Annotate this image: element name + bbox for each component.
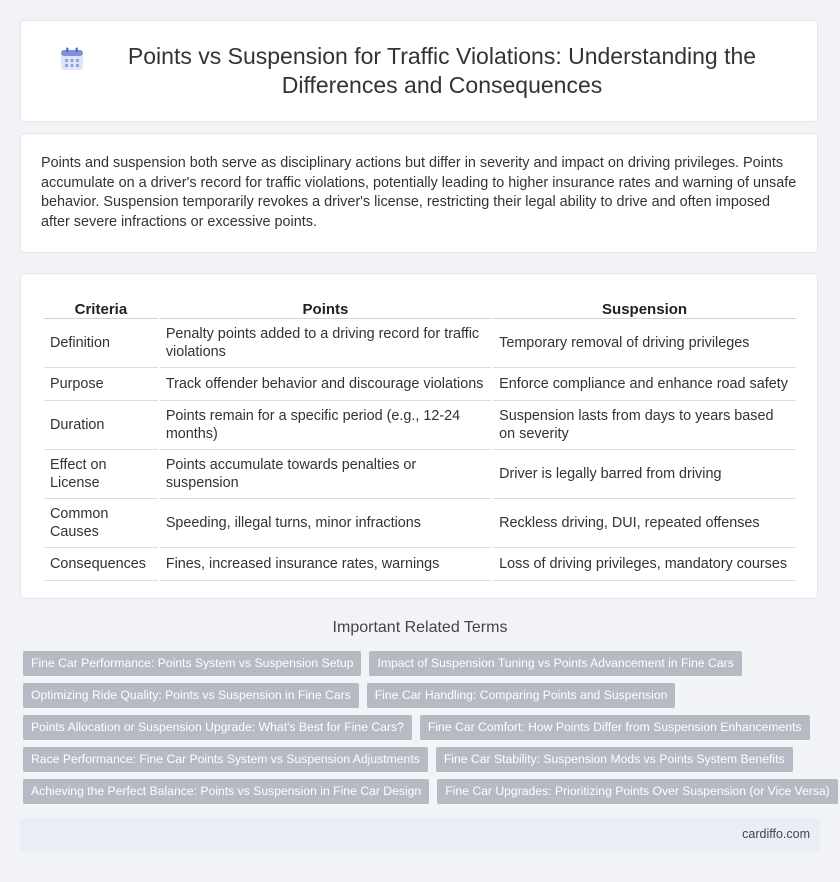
table-cell: Definition — [44, 319, 158, 368]
table-row — [44, 499, 796, 548]
table-cell: Suspension lasts from days to years based on severity — [493, 401, 796, 450]
table-cell: Loss of driving privileges, mandatory courses — [493, 548, 796, 581]
related-tag[interactable]: Impact of Suspension Tuning vs Points Advancement in Fine Cars — [369, 651, 741, 676]
table-row — [44, 401, 796, 450]
table-cell: Consequences — [44, 548, 158, 581]
header-criteria: Criteria — [44, 294, 158, 319]
comparison-table-card — [20, 273, 818, 599]
table-cell: Driver is legally barred from driving — [493, 450, 796, 499]
table-row — [44, 319, 796, 368]
table-cell: Purpose — [44, 368, 158, 401]
comparison-table — [42, 294, 798, 581]
header-card — [20, 20, 818, 122]
related-tag[interactable]: Optimizing Ride Quality: Points vs Suspension in Fine Cars — [23, 683, 359, 708]
related-terms-title: Important Related Terms — [332, 619, 508, 636]
table-cell: Temporary removal of driving privileges — [493, 319, 796, 368]
related-tag[interactable]: Fine Car Upgrades: Prioritizing Points Over Suspension (or Vice Versa) — [437, 779, 838, 804]
table-cell: Common Causes — [44, 499, 158, 548]
related-tag[interactable]: Fine Car Comfort: How Points Differ from Suspension Enhancements — [420, 715, 810, 740]
table-cell: Penalty points added to a driving record for traffic violations — [160, 319, 491, 368]
footer — [20, 818, 820, 851]
table-cell: Duration — [44, 401, 158, 450]
related-tag[interactable]: Fine Car Handling: Comparing Points and Suspension — [367, 683, 676, 708]
table-row — [44, 450, 796, 499]
table-cell: Fines, increased insurance rates, warnings — [160, 548, 491, 581]
table-row — [44, 368, 796, 401]
table-cell: Enforce compliance and enhance road safety — [493, 368, 796, 401]
table-row — [44, 548, 796, 581]
intro-paragraph: Points and suspension both serve as disciplinary actions but differ in severity and impact on driving privileges. Points accumulate on a driver's record for traffic violations, potentially leading to higher insurance rates and warning of unsafe behavior. Suspension temporarily revokes a driver's license, restricting their legal ability to drive and often imposed after severe infractions or excessive points. — [41, 155, 797, 230]
table-cell: Reckless driving, DUI, repeated offenses — [493, 499, 796, 548]
table-cell: Track offender behavior and discourage violations — [160, 368, 491, 401]
related-tag[interactable]: Fine Car Stability: Suspension Mods vs Points System Benefits — [436, 747, 793, 772]
related-tag[interactable]: Fine Car Performance: Points System vs Suspension Setup — [23, 651, 361, 676]
page-title: Points vs Suspension for Traffic Violations: Understanding the Differences and Consequences — [127, 43, 757, 98]
related-tag[interactable]: Race Performance: Fine Car Points System vs Suspension Adjustments — [23, 747, 428, 772]
table-cell: Effect on License — [44, 450, 158, 499]
intro-card — [20, 133, 818, 253]
table-cell: Points remain for a specific period (e.g., 12-24 months) — [160, 401, 491, 450]
table-cell: Points accumulate towards penalties or suspension — [160, 450, 491, 499]
footer-site-link[interactable]: cardiffo.com — [742, 827, 810, 841]
calendar-icon — [59, 46, 85, 72]
related-tags — [23, 651, 830, 811]
header-points: Points — [160, 294, 491, 319]
related-tag[interactable]: Points Allocation or Suspension Upgrade: What's Best for Fine Cars? — [23, 715, 412, 740]
header-suspension: Suspension — [493, 294, 796, 319]
table-cell: Speeding, illegal turns, minor infractions — [160, 499, 491, 548]
related-tag[interactable]: Achieving the Perfect Balance: Points vs Suspension in Fine Car Design — [23, 779, 429, 804]
